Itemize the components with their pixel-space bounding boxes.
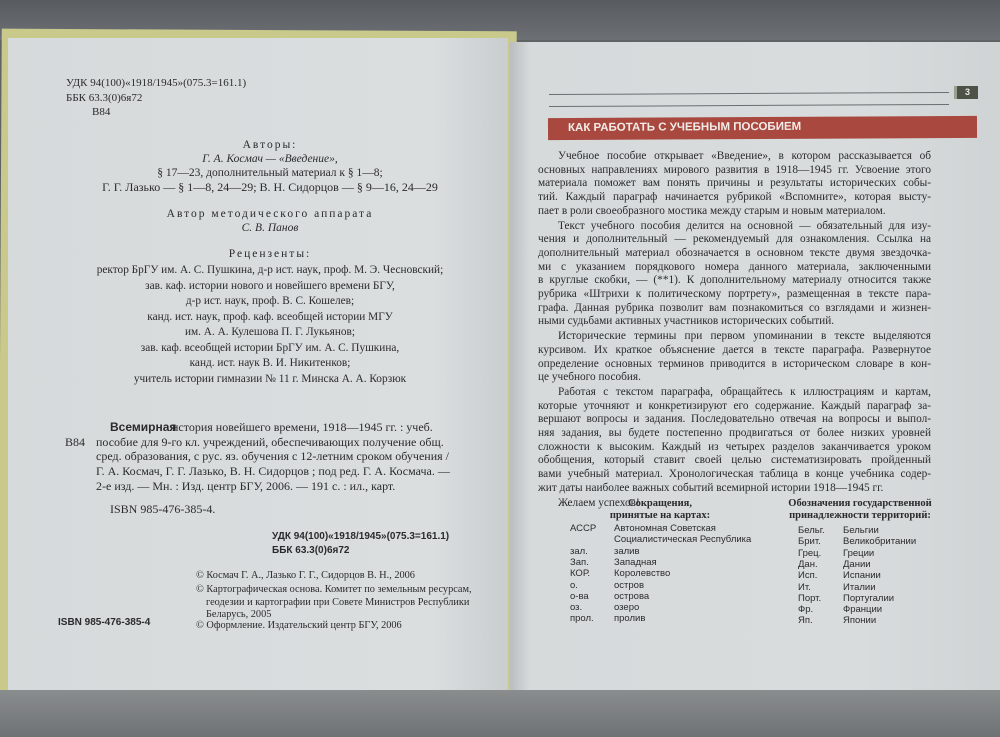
abbr-meaning: острова	[614, 590, 650, 602]
biblio-code: В84	[65, 435, 86, 449]
paragraph-line: Исторические термины при первом упоминании в тексте выделяются	[558, 330, 931, 343]
paragraph-line: це учебного пособия.	[538, 371, 641, 384]
abbr-code: зал.	[570, 545, 588, 557]
paragraph-line: ми с указанием порядкового номера данного материала, заключенными	[538, 260, 931, 273]
paragraph-line: няя задания, вы будете постепенно продвигаться от более низких уровней	[538, 427, 931, 439]
abbr-meaning: Королевство	[614, 568, 671, 580]
reviewer-line: зав. каф. всеобщей истории БрГУ им. А. С. Пушкина,	[140, 341, 400, 354]
state-name: Греции	[843, 547, 875, 559]
copyright-line: © Картографическая основа. Комитет по земельным ресурсам,	[196, 584, 472, 595]
paragraph-line: обобщения, который ставит своей целью систематизировать пройденный	[538, 454, 931, 467]
reviewer-line: учитель истории гимназии № 11 г. Минска А. А. Корзюк	[133, 372, 407, 385]
authors-line: Г. Г. Лазько — § 1—8, 24—29; В. Н. Сидорцов — § 9—16, 24—29	[102, 180, 438, 194]
paragraph-line: сложности к высоким. Каждый из четырех разделов заканчивается уроком	[538, 440, 931, 453]
paragraph-line: Желаем успехов!	[558, 496, 640, 509]
paragraph-line: вами учебный материал. Хронологическая таблица в конце учебника содер-	[538, 468, 931, 481]
state-code: Исп.	[798, 570, 818, 582]
copyright-line: © Оформление. Издательский центр БГУ, 2006	[196, 620, 402, 631]
section-heading: КАК РАБОТАТЬ С УЧЕБНЫМ ПОСОБИЕМ	[567, 120, 802, 135]
abbr-meaning: Социалистическая Республика	[614, 534, 752, 546]
udk-code: УДК 94(100)«1918/1945»(075.3=161.1)	[66, 77, 247, 89]
isbn-bottom: ISBN 985-476-385-4	[58, 617, 151, 628]
paragraph-line: рубрика «Штрихи к политическому портрету», размещенная в тексте пара-	[538, 288, 931, 300]
abbr-code: АССР	[570, 523, 597, 534]
biblio-line: история новейшего времени, 1918—1945 гг. : учеб.	[172, 420, 433, 434]
abbr-code: о-ва	[570, 590, 589, 602]
abbr-meaning: Западная	[614, 556, 657, 568]
method-heading: Автор методического аппарата	[166, 208, 374, 220]
state-name: Франции	[843, 604, 883, 616]
paragraph-line: Учебное пособие открывает «Введение», в котором рассказывается об	[558, 150, 931, 162]
state-code: Брит.	[798, 536, 821, 548]
reviewer-line: д-р ист. наук, проф. В. С. Кошелев;	[185, 295, 355, 307]
copyright-line: © Космач Г. А., Лазько Г. Г., Сидорцов В. Н., 2006	[196, 570, 415, 581]
abbr-code: о.	[570, 579, 578, 591]
biblio-line: сред. образования, с рус. яз. обучения с 12-летним сроком обучения /	[96, 449, 449, 464]
paragraph-line: графа. Данная рубрика позволит вам познакомиться со взглядами и жизнен-	[538, 301, 931, 314]
paragraph-line: жит даты наиболее важных событий всемирной истории 1918—1945 гг.	[538, 481, 884, 494]
state-name: Испании	[843, 570, 881, 582]
bbk-code: ББК 63.3(0)6я72	[66, 92, 143, 104]
reviewer-line: зав. каф. истории нового и новейшего времени БГУ,	[145, 279, 395, 292]
paragraph-line: Текст учебного пособия делится на основной — обязательный для изу-	[558, 219, 931, 232]
state-name: Италии	[843, 581, 876, 593]
method-author: С. В. Панов	[241, 222, 299, 234]
biblio-line: Г. А. Космач, Г. Г. Лазько, В. Н. Сидорцов ; под ред. Г. А. Космача. —	[96, 464, 450, 479]
state-name: Португалии	[843, 592, 895, 604]
state-code: Фр.	[798, 604, 814, 616]
author-mark: В84	[92, 106, 111, 118]
state-name: Великобритании	[843, 536, 917, 548]
paragraph-line: курсивом. Их краткое объяснение дается в тексте параграфа. Развернутое	[538, 343, 931, 356]
paragraph-line: вершают вопросы и задания. Последовательно отвечая на вопросы и выпол-	[538, 413, 931, 426]
states-heading: Обозначения государственной	[788, 498, 932, 509]
abbr-meaning: озеро	[614, 602, 640, 614]
paragraph-line: материала поможет вам понять причины и результаты исторических собы-	[538, 177, 931, 190]
paragraph-line: которые уточняют и конкретизируют его содержание. Каждый параграф за-	[538, 399, 931, 412]
paragraph-line: Работая с текстом параграфа, обращайтесь к иллюстрациям и картам,	[558, 385, 931, 398]
abbr-meaning: остров	[614, 579, 644, 591]
abbr-heading: принятые на картах:	[609, 510, 711, 521]
paragraph-line: в круглые скобки, — (**1). К дополнительному материалу относится также	[538, 274, 931, 287]
abbr-meaning: Автономная Советская	[614, 523, 716, 534]
paragraph-line: тий. Каждый параграф начинается рубрикой «Вспомните», которая высту-	[538, 191, 931, 204]
page-number: 3	[954, 86, 978, 99]
state-name: Бельгии	[843, 525, 879, 536]
reviewer-line: им. А. А. Кулешова П. Г. Лукьянов;	[184, 326, 356, 338]
abbr-code: Зап.	[570, 556, 589, 568]
paragraph-line: основных направлениях мирового развития в 1918—1945 гг. Усвоение этого	[538, 163, 931, 176]
abbr-code: оз.	[570, 602, 583, 614]
state-name: Дании	[843, 558, 871, 570]
bbk-bottom: ББК 63.3(0)6я72	[272, 545, 350, 556]
authors-heading: Авторы:	[242, 139, 298, 151]
biblio-line: пособие для 9-го кл. учреждений, обеспечивающих получение общ.	[96, 434, 444, 449]
section-heading-bar	[548, 116, 977, 140]
abbr-code: КОР.	[570, 568, 590, 580]
paragraph-line: дополнительный материал обозначается в основном тексте двумя звездочка-	[538, 246, 931, 259]
reviewer-line: канд. ист. наук В. И. Никитенков;	[189, 357, 351, 369]
copyright-line: Беларусь, 2005	[206, 609, 272, 620]
abbr-meaning: залив	[614, 545, 640, 557]
state-code: Ит.	[798, 581, 811, 593]
state-code: Порт.	[798, 592, 822, 604]
state-code: Бельг.	[798, 525, 825, 536]
paragraph-line: определение основных терминов приводится в историческом словаре в кон-	[538, 357, 931, 370]
abbr-code: прол.	[570, 613, 594, 625]
paragraph-line: чения и дополнительный — рекомендуемый для ознакомления. Ссылка на	[538, 233, 931, 246]
reviewer-line: канд. ист. наук, проф. каф. всеобщей истории МГУ	[147, 310, 393, 323]
reviewer-line: ректор БрГУ им. А. С. Пушкина, д-р ист. наук, проф. М. Э. Чесновский;	[96, 264, 444, 276]
reviewers-heading: Рецензенты:	[228, 248, 312, 260]
copyright-line: геодезии и картографии при Совете Министров Республики	[206, 597, 470, 608]
udk-bottom: УДК 94(100)«1918/1945»(075.3=161.1)	[272, 531, 450, 542]
table-surface	[0, 690, 1000, 737]
biblio-line: 2-е изд. — Мн. : Изд. центр БГУ, 2006. — 191 с. : ил., карт.	[96, 478, 396, 493]
authors-line: Г. А. Космач — «Введение»,	[202, 153, 338, 165]
state-code: Грец.	[798, 547, 822, 559]
isbn: ISBN 985-476-385-4.	[110, 502, 216, 516]
abbr-meaning: пролив	[614, 613, 646, 625]
abbr-heading: Сокращения,	[628, 498, 692, 509]
paragraph-line: ными судьбами активных участников исторических событий.	[538, 315, 835, 328]
state-code: Дан.	[798, 558, 818, 570]
state-name: Японии	[843, 615, 877, 627]
biblio-title-bold: Всемирная	[110, 420, 177, 434]
paragraph-line: пает в роли своеобразного мостика между старым и новым материалом.	[538, 204, 886, 217]
state-code: Яп.	[798, 615, 813, 627]
states-heading: принадлежности территорий:	[789, 510, 931, 521]
authors-line: § 17—23, дополнительный материал к § 1—8;	[157, 167, 383, 179]
